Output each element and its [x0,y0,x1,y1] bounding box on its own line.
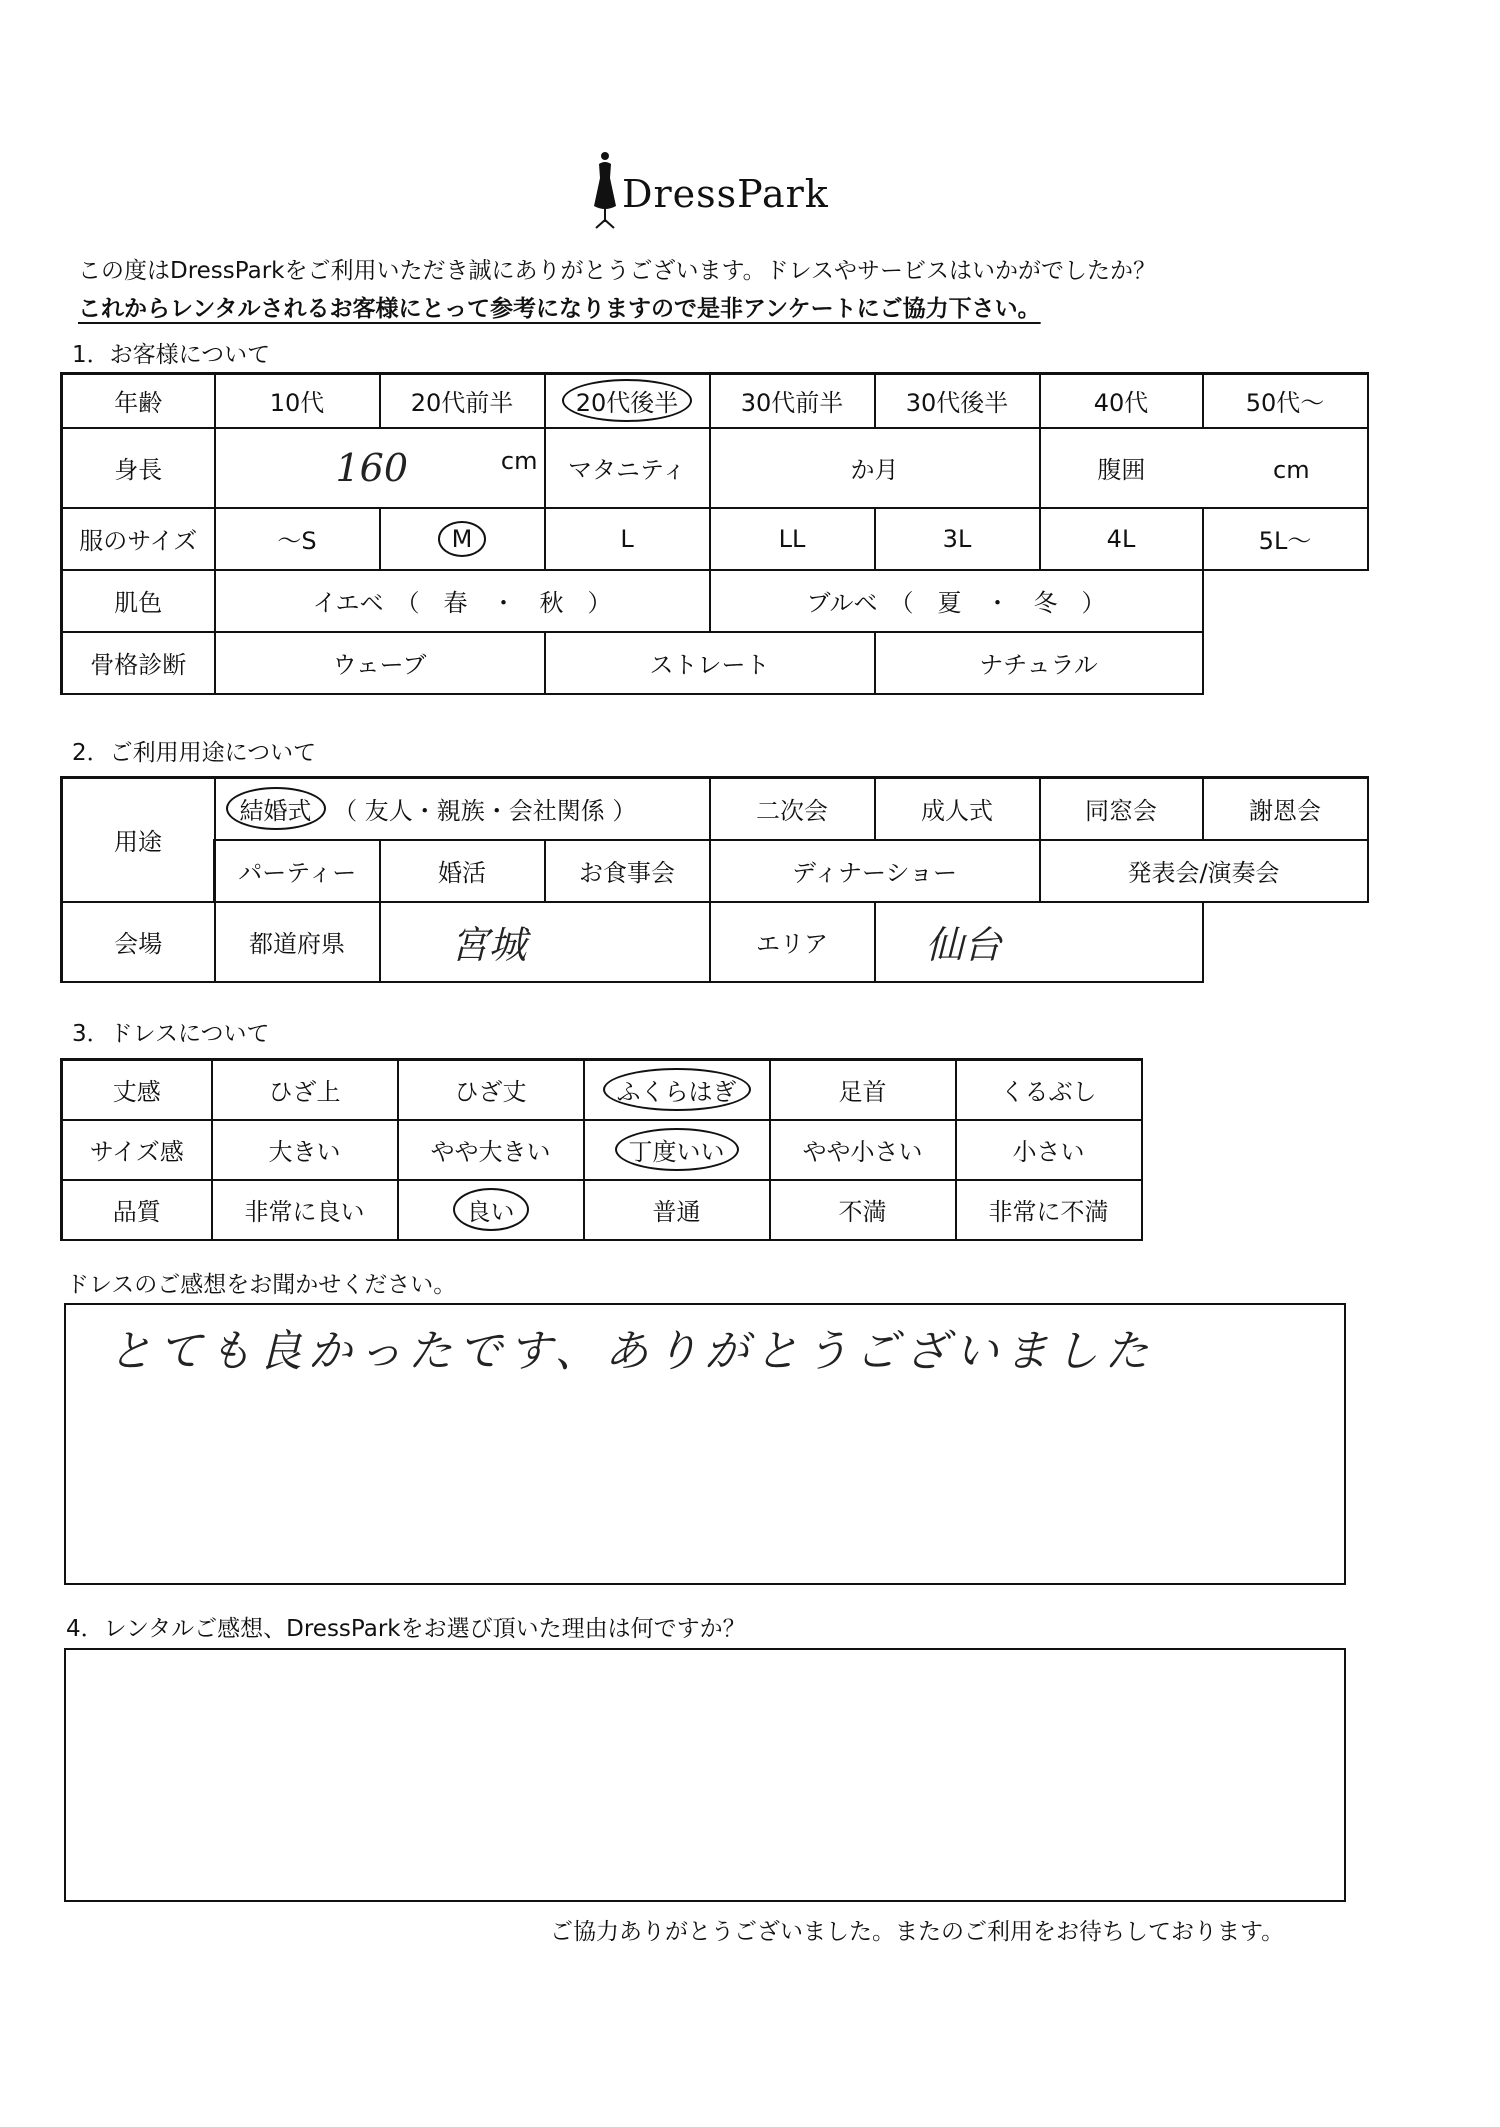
quality-option-selected[interactable] [398,1180,584,1240]
age-option[interactable]: 50代～ [1203,374,1368,428]
quality-option[interactable]: 非常に良い [212,1180,398,1240]
wedding-option[interactable] [215,778,710,840]
selected-circle: 良い [453,1188,529,1231]
section-3-title: 3．ドレスについて [72,1021,270,1047]
size-option-selected[interactable] [380,508,545,570]
quality-row [62,1180,1142,1240]
purpose-option[interactable]: 成人式 [875,778,1040,840]
purpose-row-2 [62,840,1368,902]
dresspark-logo [590,150,910,230]
length-option[interactable]: ひざ丈 [398,1060,584,1120]
frame-option[interactable]: ストレート [545,632,875,694]
quality-option[interactable]: 普通 [584,1180,770,1240]
age-option[interactable]: 30代後半 [875,374,1040,428]
size-option[interactable]: LL [710,508,875,570]
venue-label: 会場 [62,902,215,982]
purpose-option[interactable]: パーティー [215,840,380,902]
frame-option[interactable]: ナチュラル [875,632,1203,694]
length-label: 丈感 [62,1060,212,1120]
frame-option[interactable]: ウェーブ [215,632,545,694]
height-field[interactable] [215,428,545,508]
purpose-option[interactable]: 婚活 [380,840,545,902]
skin-row [62,570,1368,632]
size-label: 服のサイズ [62,508,215,570]
section-4-title: 4．レンタルご感想、DressParkをお選び頂いた理由は何ですか？ [66,1616,746,1642]
footer-message: ご協力ありがとうございました。またのご利用をお待ちしております。 [550,1919,1285,1945]
size-option[interactable]: 4L [1040,508,1203,570]
size-option[interactable]: L [545,508,710,570]
impression-text: とても良かったです、ありがとうございました [108,1326,1155,1377]
selected-circle: 20代後半 [562,379,693,422]
skin-yellow[interactable]: イエベ （ 春 ・ 秋 ） [215,570,710,632]
quality-option[interactable]: 不満 [770,1180,956,1240]
purpose-row-1 [62,778,1368,840]
purpose-label: 用途 [62,778,215,902]
intro-line-2: これからレンタルされるお客様にとって参考になりますので是非アンケートにご協力下さい。 [78,296,1041,322]
purpose-option[interactable]: ディナーショー [710,840,1040,902]
maternity-months-field[interactable] [710,428,1040,508]
length-option[interactable]: 足首 [770,1060,956,1120]
selected-circle: ふくらはぎ [603,1068,751,1111]
quality-label: 品質 [62,1180,212,1240]
size-option[interactable]: 3L [875,508,1040,570]
dress-form-icon [590,150,620,230]
prefecture-value: 宮城 [450,923,527,967]
age-label: 年齢 [62,374,215,428]
frame-label: 骨格診断 [62,632,215,694]
age-row [62,374,1368,428]
size-option[interactable]: 5L～ [1203,508,1368,570]
fit-option[interactable]: 小さい [956,1120,1142,1180]
frame-row [62,632,1368,694]
customer-table [60,372,1369,695]
fit-row [62,1120,1142,1180]
selected-circle: 丁度いい [615,1128,739,1171]
length-option[interactable]: くるぶし [956,1060,1142,1120]
height-label: 身長 [62,428,215,508]
height-row [62,428,1368,508]
age-option[interactable]: 10代 [215,374,380,428]
months-unit: か月 [850,456,899,484]
reason-field[interactable] [64,1648,1346,1902]
fit-option-selected[interactable] [584,1120,770,1180]
size-row [62,508,1368,570]
skin-blue[interactable]: ブルベ （ 夏 ・ 冬 ） [710,570,1203,632]
purpose-table [60,776,1369,983]
prefecture-field[interactable] [380,902,710,982]
purpose-option[interactable]: 謝恩会 [1203,778,1368,840]
height-unit: cm [500,446,538,475]
intro-line-1: この度はDressParkをご利用いただき誠にありがとうございます。ドレスやサービスはいかがでしたか？ [78,258,1156,284]
area-value: 仙台 [925,923,1002,967]
purpose-option[interactable]: 発表会/演奏会 [1040,840,1368,902]
area-field[interactable] [875,902,1203,982]
skin-label: 肌色 [62,570,215,632]
prefecture-label: 都道府県 [215,902,380,982]
purpose-option[interactable]: お食事会 [545,840,710,902]
brand-name: DressPark [622,172,829,216]
section-1-title: 1．お客様について [72,342,271,368]
age-option[interactable]: 40代 [1040,374,1203,428]
impression-label: ドレスのご感想をお聞かせください。 [66,1272,457,1298]
age-option[interactable]: 20代前半 [380,374,545,428]
dress-table [60,1058,1143,1241]
size-option[interactable]: ～S [215,508,380,570]
purpose-option[interactable]: 同窓会 [1040,778,1203,840]
selected-circle: 結婚式 [226,787,326,830]
fit-label: サイズ感 [62,1120,212,1180]
length-row [62,1060,1142,1120]
section-2-title: 2．ご利用用途について [72,740,317,766]
height-value: 160 [335,445,409,490]
selected-circle: M [438,521,487,557]
length-option-selected[interactable] [584,1060,770,1120]
fit-option[interactable]: やや小さい [770,1120,956,1180]
waist-field[interactable] [1040,428,1368,508]
venue-row [62,902,1368,982]
fit-option[interactable]: やや大きい [398,1120,584,1180]
wedding-detail: （ 友人・親族・会社関係 ） [333,797,637,826]
intro-text [78,252,1438,328]
maternity-label: マタニティ [545,428,710,508]
quality-option[interactable]: 非常に不満 [956,1180,1142,1240]
fit-option[interactable]: 大きい [212,1120,398,1180]
waist-label: 腹囲 [1097,456,1146,484]
age-option[interactable]: 30代前半 [710,374,875,428]
age-option-selected[interactable] [545,374,710,428]
length-option[interactable]: ひざ上 [212,1060,398,1120]
purpose-option[interactable]: 二次会 [710,778,875,840]
area-label: エリア [710,902,875,982]
waist-unit: cm [1273,456,1310,484]
